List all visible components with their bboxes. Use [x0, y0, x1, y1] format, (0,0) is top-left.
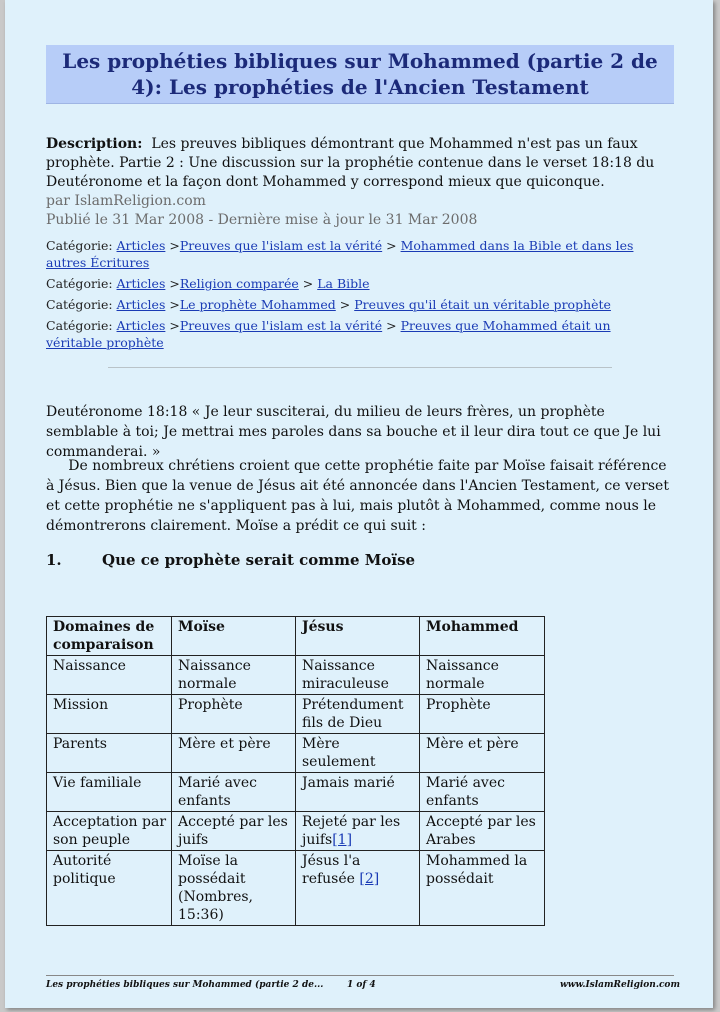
- section-number: 1.: [46, 551, 62, 569]
- author-line: par IslamReligion.com: [46, 193, 206, 209]
- table-header-row: [47, 617, 545, 656]
- table-cell: Accepté par les juifs: [172, 812, 296, 851]
- footer-divider: [46, 975, 674, 976]
- table-row: [47, 773, 545, 812]
- table-row: [47, 695, 545, 734]
- section-heading: [46, 551, 415, 569]
- table-cell: [296, 851, 420, 926]
- table-row: [47, 812, 545, 851]
- table-cell: Prophète: [420, 695, 545, 734]
- table-cell: Mission: [47, 695, 172, 734]
- description-label: Description:: [46, 136, 143, 152]
- footer-title: Les prophéties bibliques sur Mohammed (partie 2 de...: [46, 980, 324, 990]
- table-cell: Mère et père: [172, 734, 296, 773]
- table-cell: [296, 812, 420, 851]
- table-cell-text: Jésus l'a refusée: [302, 853, 361, 887]
- table-row: [47, 656, 545, 695]
- category-line: Catégorie: Articles >Preuves que l'islam est la vérité > Mohammed dans la Bible et dans les autres Écritures: [46, 238, 634, 270]
- table-header: Mohammed: [420, 617, 545, 656]
- category-link[interactable]: Preuves qu'il était un véritable prophète: [354, 297, 611, 312]
- intro-paragraph-text: De nombreux chrétiens croient que cette prophétie faite par Moïse faisait référence à Jésus. Bien que la venue de Jésus ait été annoncée dans l'Ancien Testament, ce verset et cette prophétie ne s'appliquent pas à lui, mais plutôt à Mohammed, comme nous le démontrerons clairement. Moïse a prédit ce qui suit :: [46, 458, 669, 534]
- category-link[interactable]: Articles: [116, 238, 166, 253]
- description-block: [46, 135, 676, 230]
- category-link[interactable]: Mohammed dans la Bible et dans les autres Écritures: [46, 238, 634, 270]
- category-link[interactable]: Articles: [116, 276, 166, 291]
- category-link[interactable]: Articles: [116, 318, 166, 333]
- table-row: [47, 851, 545, 926]
- footer-website: www.IslamReligion.com: [560, 980, 680, 990]
- table-cell: Autorité politique: [47, 851, 172, 926]
- table-cell: Prétendument fils de Dieu: [296, 695, 420, 734]
- category-link[interactable]: La Bible: [317, 276, 370, 291]
- table-header: Jésus: [296, 617, 420, 656]
- category-link[interactable]: Le prophète Mohammed: [179, 297, 336, 312]
- category-label: Catégorie:: [46, 318, 113, 333]
- comparison-table: [46, 616, 545, 926]
- page-number: 1 of 4: [347, 980, 376, 990]
- table-cell: Prophète: [172, 695, 296, 734]
- category-link[interactable]: Articles: [116, 297, 166, 312]
- deuteronomy-quote: Deutéronome 18:18 « Je leur susciterai, du milieu de leurs frères, un prophète semblable à toi; Je mettrai mes paroles dans sa bouche et il leur dira tout ce que Je lui commanderai. »: [46, 404, 661, 460]
- category-link[interactable]: Preuves que l'islam est la vérité: [179, 238, 383, 253]
- category-label: Catégorie:: [46, 238, 113, 253]
- intro-paragraph: [46, 456, 676, 536]
- table-cell: Mère et père: [420, 734, 545, 773]
- category-link[interactable]: Preuves que l'islam est la vérité: [179, 318, 383, 333]
- table-cell: Marié avec enfants: [420, 773, 545, 812]
- table-cell: Acceptation par son peuple: [47, 812, 172, 851]
- table-cell: Accepté par les Arabes: [420, 812, 545, 851]
- category-line: Catégorie: Articles >Le prophète Mohammed > Preuves qu'il était un véritable prophète: [46, 297, 611, 312]
- category-list: [46, 237, 646, 355]
- table-cell: Vie familiale: [47, 773, 172, 812]
- table-header: Domaines de comparaison: [47, 617, 172, 656]
- category-link[interactable]: Preuves que Mohammed était un véritable prophète: [46, 318, 611, 350]
- table-cell: Naissance normale: [420, 656, 545, 695]
- table-cell: Naissance normale: [172, 656, 296, 695]
- table-cell: Marié avec enfants: [172, 773, 296, 812]
- category-label: Catégorie:: [46, 276, 113, 291]
- page-title: Les prophéties bibliques sur Mohammed (partie 2 de 4): Les prophéties de l'Ancien Testament: [46, 45, 674, 104]
- category-line: Catégorie: Articles >Religion comparée > La Bible: [46, 276, 370, 291]
- published-date: Publié le 31 Mar 2008 - Dernière mise à jour le 31 Mar 2008: [46, 212, 478, 228]
- footnote-link[interactable]: [1]: [332, 832, 353, 848]
- category-line: Catégorie: Articles >Preuves que l'islam est la vérité > Preuves que Mohammed était un véritable prophète: [46, 318, 611, 350]
- table-cell: Parents: [47, 734, 172, 773]
- table-cell: Jamais marié: [296, 773, 420, 812]
- table-header: Moïse: [172, 617, 296, 656]
- table-cell: Mère seulement: [296, 734, 420, 773]
- document-page: [5, 0, 713, 1008]
- footnote-link[interactable]: [2]: [359, 871, 380, 887]
- table-cell-text: Rejeté par les juifs: [302, 814, 401, 848]
- divider: [108, 367, 612, 368]
- table-cell: Naissance miraculeuse: [296, 656, 420, 695]
- table-cell: Naissance: [47, 656, 172, 695]
- description-text: Les preuves bibliques démontrant que Mohammed n'est pas un faux prophète. Partie 2 : Une discussion sur la prophétie contenue dans le verset 18:18 du Deutéronome et la façon dont Mohammed y correspond mieux que quiconque.: [46, 136, 655, 190]
- category-link[interactable]: Religion comparée: [179, 276, 299, 291]
- table-cell: Mohammed la possédait: [420, 851, 545, 926]
- category-label: Catégorie:: [46, 297, 113, 312]
- table-cell: Moïse la possédait (Nombres, 15:36): [172, 851, 296, 926]
- table-row: [47, 734, 545, 773]
- section-heading-text: Que ce prophète serait comme Moïse: [102, 551, 416, 569]
